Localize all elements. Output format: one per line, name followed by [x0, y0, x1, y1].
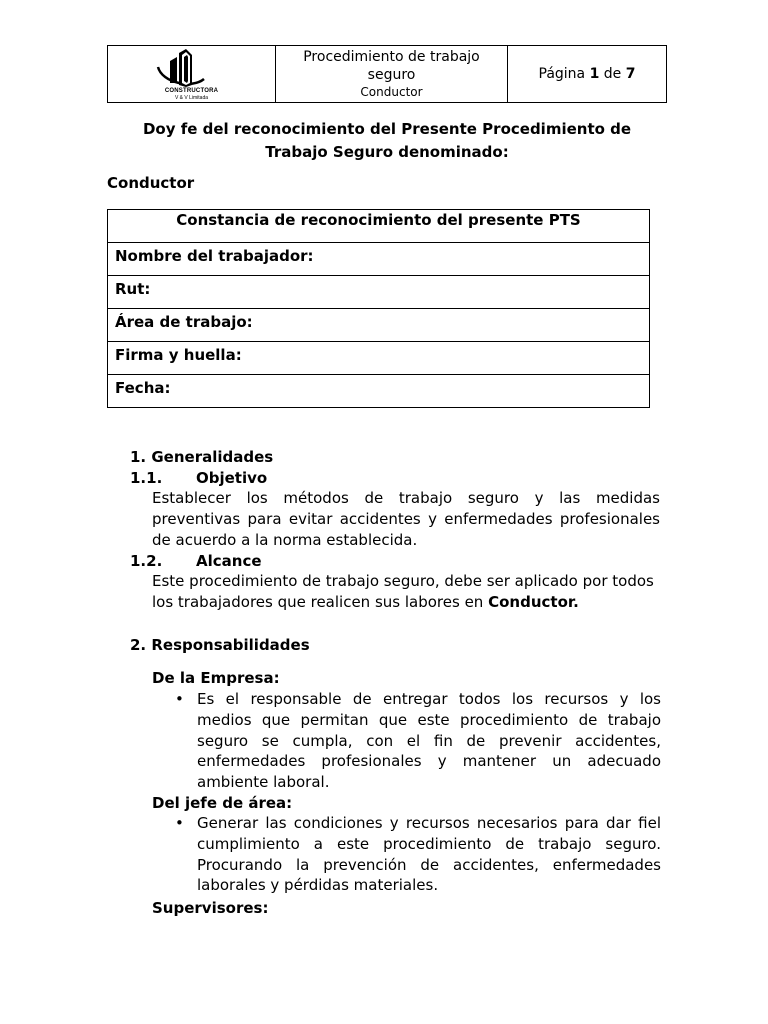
scope-paragraph — [152, 571, 660, 613]
supervisores-title: Supervisores: — [152, 899, 269, 917]
scope-line2-bold: Conductor. — [488, 592, 579, 611]
intro-line2: Trabajo Seguro denominado: — [265, 143, 509, 161]
objective-line2: preventivas para evitar accidentes y enfermedades profesionales — [152, 509, 660, 528]
document-header — [107, 45, 667, 103]
page-current: 1 — [589, 66, 600, 82]
bullet-icon: • — [175, 690, 184, 708]
section2-title: 2. Responsabilidades — [130, 636, 310, 654]
section1-2-number: 1.2. — [130, 552, 163, 570]
doc-title-line1: Procedimiento de trabajo — [303, 49, 480, 65]
ack-row-rut: Rut: — [108, 276, 650, 309]
building-logo-icon — [152, 49, 212, 89]
page-of: de — [603, 66, 622, 82]
jefe-bullet — [175, 813, 661, 896]
section1-title: 1. Generalidades — [130, 448, 274, 466]
company-logo — [108, 46, 276, 102]
objective-paragraph — [152, 488, 660, 550]
ack-row-worker-name: Nombre del trabajador: — [108, 243, 650, 276]
logo-company-name: CONSTRUCTORA — [164, 88, 219, 94]
jefe-line4: laborales y pérdidas materiales. — [197, 876, 439, 895]
doc-subtitle: Conductor — [360, 85, 423, 99]
acknowledgement-table — [107, 209, 650, 408]
ack-table-title: Constancia de reconocimiento del presente PTS — [108, 210, 650, 243]
intro-heading — [107, 118, 667, 164]
ack-row-date: Fecha: — [108, 375, 650, 408]
ack-row-signature: Firma y huella: — [108, 342, 650, 375]
doc-title-line2: seguro — [367, 67, 416, 83]
empresa-line2: medios que permitan que este procedimiento de trabajo — [197, 710, 661, 729]
section1-1-number: 1.1. — [130, 469, 163, 487]
page-indicator — [508, 46, 666, 102]
empresa-bullet — [175, 689, 661, 793]
page-total: 7 — [625, 66, 636, 82]
ack-row-work-area: Área de trabajo: — [108, 309, 650, 342]
empresa-line1: Es el responsable de entregar todos los recursos y los — [197, 690, 661, 708]
section1-1-title: Objetivo — [196, 469, 268, 487]
empresa-line3: seguro se cumpla, con el fin de prevenir accidentes, — [197, 731, 661, 750]
scope-line2-wrap — [152, 592, 660, 613]
empresa-bullet-text — [197, 689, 661, 793]
logo-tagline: V & V Limitada — [174, 95, 209, 101]
objective-line3: de acuerdo a la norma establecida. — [152, 530, 418, 549]
jefe-title: Del jefe de área: — [152, 794, 293, 812]
jefe-line1: Generar las condiciones y recursos necesarios para dar fiel — [197, 814, 661, 832]
intro-line1: Doy fe del reconocimiento del Presente Procedimiento de — [142, 120, 632, 138]
empresa-line4: enfermedades profesionales y mantener un adecuado — [197, 752, 661, 771]
objective-line1: Establecer los métodos de trabajo seguro y las medidas — [152, 489, 660, 507]
bullet-icon: • — [175, 814, 184, 832]
jefe-line3: Procurando la prevención de accidentes, enfermedades — [197, 855, 661, 874]
scope-line2: los trabajadores que realicen sus labores en — [152, 592, 484, 611]
empresa-line5: ambiente laboral. — [197, 773, 330, 792]
scope-line1: Este procedimiento de trabajo seguro, debe ser aplicado por todos — [152, 572, 654, 590]
page-prefix: Página — [538, 66, 586, 82]
section1-2-title: Alcance — [196, 552, 262, 570]
jefe-bullet-text — [197, 813, 661, 896]
header-title-cell — [276, 46, 508, 102]
jefe-line2: cumplimiento a este procedimiento de trabajo seguro. — [197, 834, 661, 853]
empresa-title: De la Empresa: — [152, 669, 280, 687]
procedure-subject: Conductor — [107, 174, 195, 192]
